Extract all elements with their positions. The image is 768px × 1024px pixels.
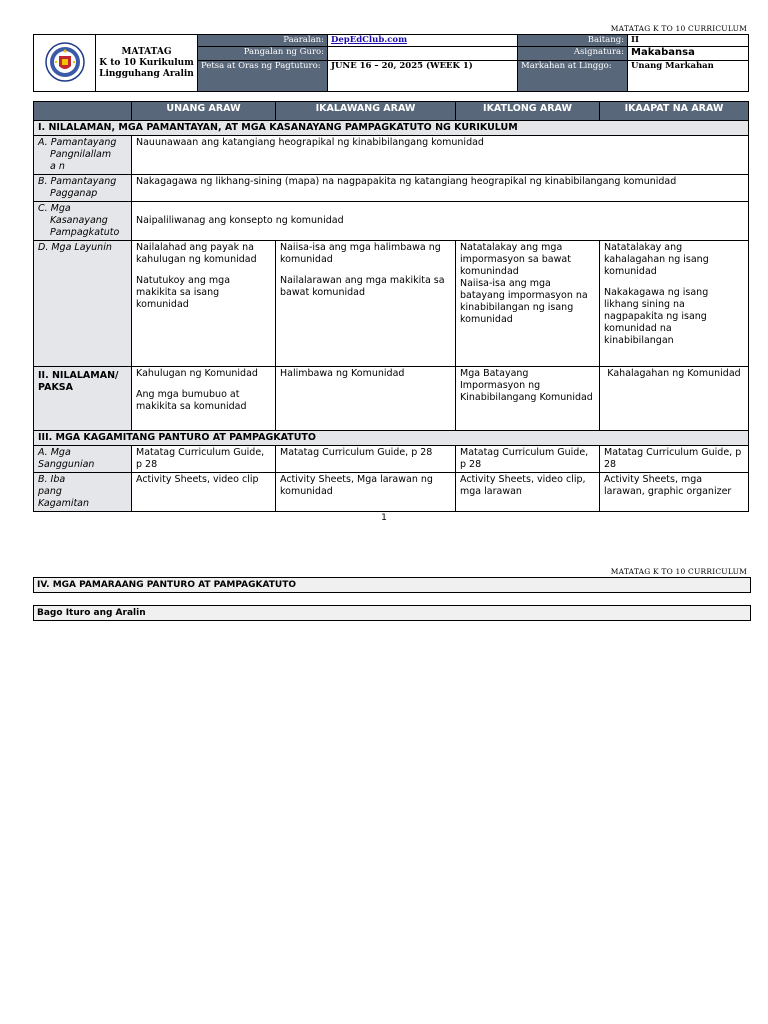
materials-day-3: Activity Sheets, video clip, mga larawan bbox=[456, 473, 600, 512]
quarter-label: Markahan at Linggo: bbox=[518, 61, 628, 92]
materials-day-1: Activity Sheets, video clip bbox=[132, 473, 276, 512]
page-number: 1 bbox=[381, 513, 387, 523]
references-day-3: Matatag Curriculum Guide, p 28 bbox=[456, 446, 600, 473]
topic-day-3: Mga Batayang Impormasyon ng Kinabibilangang Komunidad bbox=[456, 367, 600, 431]
section-4-title: IV. MGA PAMARAANG PANTURO AT PAMPAGKATUTO bbox=[33, 577, 751, 593]
section-1-title: I. NILALAMAN, MGA PAMANTAYAN, AT MGA KASANAYANG PAMPAGKATUTO NG KURIKULUM bbox=[34, 121, 749, 136]
materials-day-2: Activity Sheets, Mga larawan ng komunidad bbox=[276, 473, 456, 512]
grade-value: II bbox=[628, 35, 749, 47]
competencies-label: C. Mga Kasanayang Pampagkatuto bbox=[34, 202, 132, 241]
content-standard-text: Nauunawaan ang katangiang heograpikal ng kinabibilangang komunidad bbox=[132, 136, 749, 175]
curriculum-label: MATATAG K TO 10 CURRICULUM bbox=[610, 24, 747, 33]
content-standard-label: A. Pamantayang Pangnilallam a n bbox=[34, 136, 132, 175]
teacher-value bbox=[328, 47, 518, 61]
competencies-text: Naipaliliwanag ang konsepto ng komunidad bbox=[132, 202, 749, 241]
other-materials-label: B. Iba pang Kagamitan bbox=[34, 473, 132, 512]
lesson-plan-table bbox=[33, 101, 749, 512]
references-day-2: Matatag Curriculum Guide, p 28 bbox=[276, 446, 456, 473]
corner-cell bbox=[34, 102, 132, 121]
topic-day-4: Kahalagahan ng Komunidad bbox=[600, 367, 749, 431]
subject-label: Asignatura: bbox=[518, 47, 628, 61]
references-day-1: Matatag Curriculum Guide, p 28 bbox=[132, 446, 276, 473]
day-header-2: IKALAWANG ARAW bbox=[276, 102, 456, 121]
logo-cell bbox=[34, 35, 96, 92]
topic-label: II. NILALAMAN/ PAKSA bbox=[34, 367, 132, 431]
materials-day-4: Activity Sheets, mga larawan, graphic organizer bbox=[600, 473, 749, 512]
objectives-day-4: Natatalakay ang kahalagahan ng isang komunidad Nakakagawa ng isang likhang sining na nagpapakita ng isang komunidad na kinabibilangan bbox=[600, 241, 749, 367]
school-label: Paaralan: bbox=[198, 35, 328, 47]
objectives-day-1: Nailalahad ang payak na kahulugan ng komunidad Natutukoy ang mga makikita sa isang komunidad bbox=[132, 241, 276, 367]
topic-day-2: Halimbawa ng Komunidad bbox=[276, 367, 456, 431]
header-table bbox=[33, 34, 749, 92]
performance-standard-text: Nakagagawa ng likhang-sining (mapa) na nagpapakita ng katangiang heograpikal ng kinabibilangang komunidad bbox=[132, 175, 749, 202]
quarter-value: Unang Markahan bbox=[628, 61, 749, 92]
references-label: A. Mga Sanggunian bbox=[34, 446, 132, 473]
references-day-4: Matatag Curriculum Guide, p 28 bbox=[600, 446, 749, 473]
deped-seal-icon bbox=[45, 42, 85, 82]
day-header-4: IKAAPAT NA ARAW bbox=[600, 102, 749, 121]
objectives-day-2: Naiisa-isa ang mga halimbawa ng komunidad Nailalarawan ang mga makikita sa bawat komunidad bbox=[276, 241, 456, 367]
grade-label: Baitang: bbox=[518, 35, 628, 47]
before-lesson-heading: Bago Ituro ang Aralin bbox=[33, 605, 751, 621]
date-label: Petsa at Oras ng Pagtuturo: bbox=[198, 61, 328, 92]
date-value: JUNE 16 – 20, 2025 (WEEK 1) bbox=[328, 61, 518, 92]
day-header-1: UNANG ARAW bbox=[132, 102, 276, 121]
teacher-label: Pangalan ng Guro: bbox=[198, 47, 328, 61]
school-link[interactable]: DepEdClub.com bbox=[331, 35, 408, 45]
day-header-3: IKATLONG ARAW bbox=[456, 102, 600, 121]
subject-value: Makabansa bbox=[628, 47, 749, 61]
lesson-title: MATATAG K to 10 Kurikulum Lingguhang Aralin bbox=[96, 35, 198, 92]
school-value bbox=[328, 35, 518, 47]
performance-standard-label: B. Pamantayang Pagganap bbox=[34, 175, 132, 202]
section-3-title: III. MGA KAGAMITANG PANTURO AT PAMPAGKATUTO bbox=[34, 431, 749, 446]
curriculum-label-page-2: MATATAG K TO 10 CURRICULUM bbox=[610, 567, 747, 576]
objectives-day-3: Natatalakay ang mga impormasyon sa bawat komunindad Naiisa-isa ang mga batayang impormasyon na kinabibilangan ng isang komunidad bbox=[456, 241, 600, 367]
topic-day-1: Kahulugan ng Komunidad Ang mga bumubuo at makikita sa komunidad bbox=[132, 367, 276, 431]
objectives-label: D. Mga Layunin bbox=[34, 241, 132, 367]
